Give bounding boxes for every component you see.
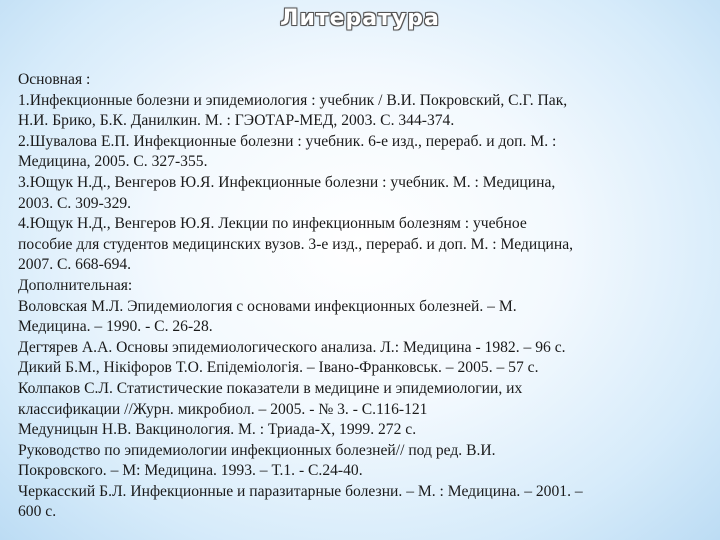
reference-line: 600 с. <box>18 503 57 521</box>
reference-list <box>18 70 688 523</box>
reference-line: классификации //Журн. микробиол. – 2005. - № 3. - С.116-121 <box>18 400 428 418</box>
reference-line: Воловская М.Л. Эпидемиология с основами инфекционных болезней. – М. <box>18 297 517 315</box>
reference-line: 2007. С. 668-694. <box>18 256 132 274</box>
reference-line: Черкасский Б.Л. Инфекционные и паразитарные болезни. – М. : Медицина. – 2001. – <box>18 482 583 500</box>
reference-line: Медуницын Н.В. Вакцинология. М. : Триада-Х, 1999. 272 с. <box>18 421 417 439</box>
reference-line: Дегтярев А.А. Основы эпидемиологического анализа. Л.: Медицина - 1982. – 96 с. <box>18 338 566 356</box>
slide-title: Литература <box>280 6 440 31</box>
reference-line: Медицина. – 1990. - С. 26-28. <box>18 318 213 336</box>
reference-line: Дикий Б.М., Нікіфоров Т.О. Епідеміологія. – Івано-Франковськ. – 2005. – 57 с. <box>18 359 539 377</box>
reference-line: 3.Ющук Н.Д., Венгеров Ю.Я. Инфекционные болезни : учебник. М. : Медицина, <box>18 173 556 191</box>
section-heading-main: Основная : <box>18 71 91 88</box>
reference-line: Покровского. – М: Медицина. 1993. – Т.1. - С.24-40. <box>18 462 363 480</box>
reference-line: 4.Ющук Н.Д., Венгеров Ю.Я. Лекции по инфекционным болезням : учебное <box>18 215 527 233</box>
section-heading-additional: Дополнительная: <box>18 276 133 294</box>
reference-line: пособие для студентов медицинских вузов. 3-е изд., перераб. и доп. М. : Медицина, <box>18 235 574 253</box>
reference-line: 2003. С. 309-329. <box>18 194 132 212</box>
reference-line: 1.Инфекционные болезни и эпидемиология : учебник / В.И. Покровский, С.Г. Пак, <box>18 91 568 109</box>
reference-line: Н.И. Брико, Б.К. Данилкин. М. : ГЭОТАР-МЕД, 2003. С. 344-374. <box>18 112 455 130</box>
reference-line: Колпаков С.Л. Статистические показатели в медицине и эпидемиологии, их <box>18 379 523 397</box>
reference-line: Медицина, 2005. С. 327-355. <box>18 153 208 171</box>
reference-line: Руководство по эпидемиологии инфекционных болезней// под ред. В.И. <box>18 441 496 459</box>
reference-line: 2.Шувалова Е.П. Инфекционные болезни : учебник. 6-е изд., перераб. и доп. М. : <box>18 132 557 150</box>
